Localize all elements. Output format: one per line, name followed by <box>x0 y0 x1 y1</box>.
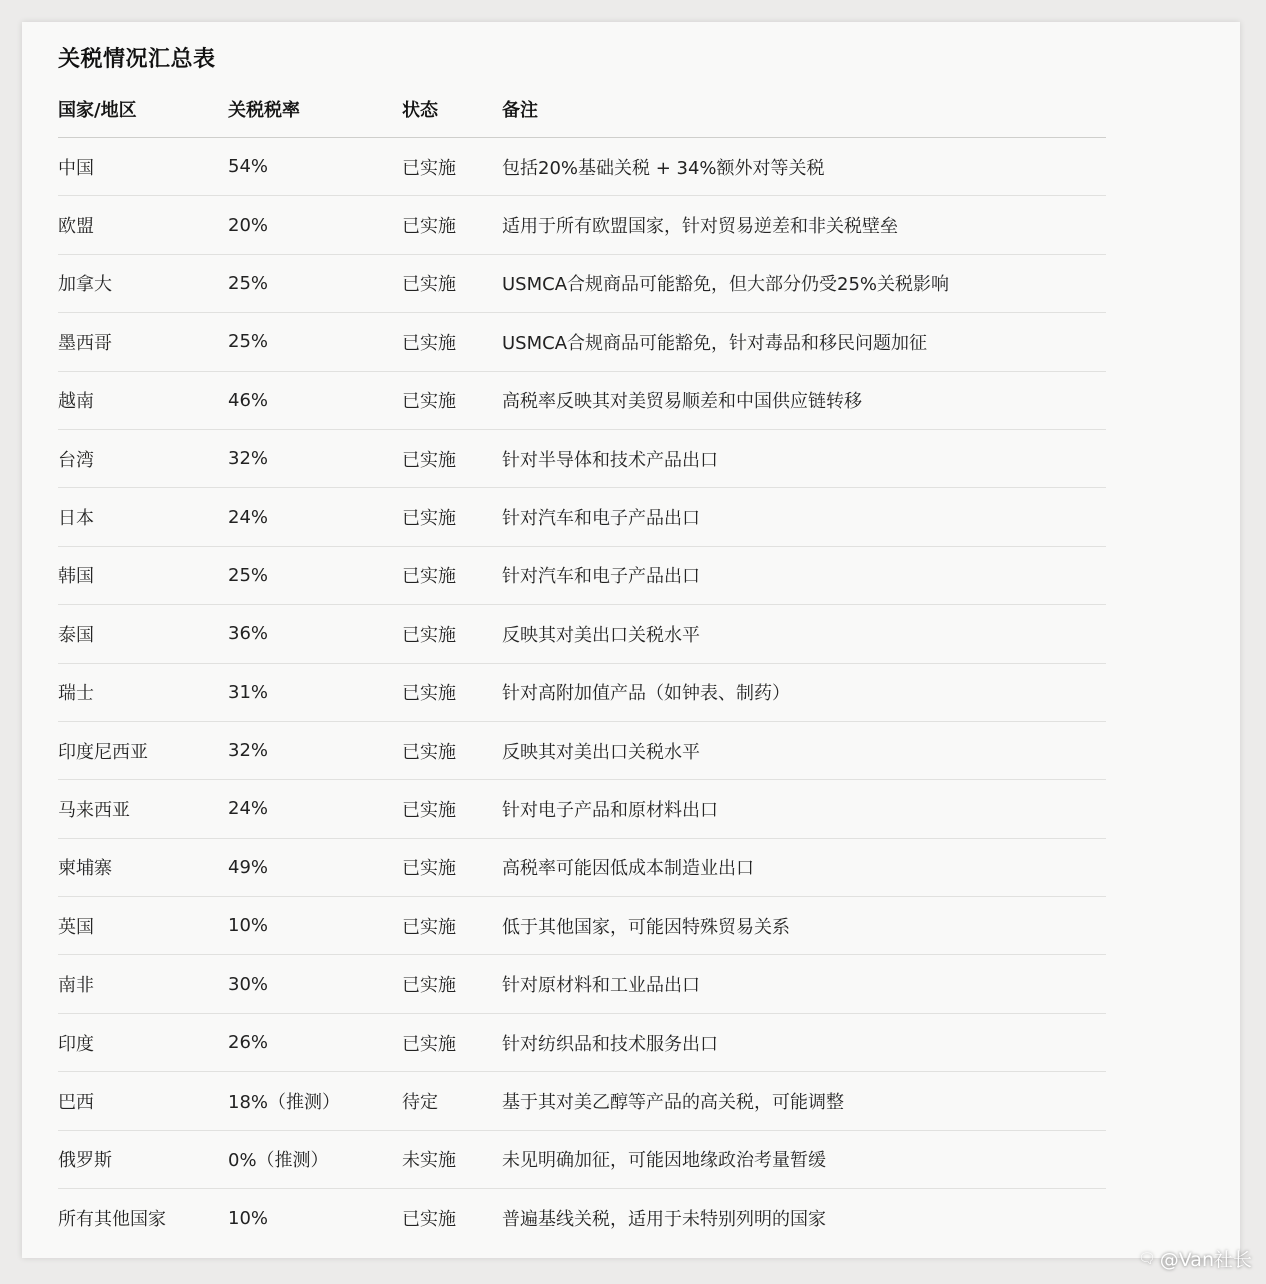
header-rate: 关税税率 <box>228 100 300 121</box>
cell-note: 反映其对美出口关税水平 <box>502 624 700 646</box>
cell-rate: 49% <box>228 856 269 878</box>
cell-country: 印度尼西亚 <box>58 741 148 763</box>
cell-status: 已实施 <box>402 741 456 763</box>
cell-note: 未见明确加征，可能因地缘政治考量暂缓 <box>502 1150 826 1172</box>
cell-status: 已实施 <box>402 449 456 471</box>
watermark <box>1138 1245 1252 1272</box>
cell-rate: 18%（推测） <box>228 1091 341 1113</box>
cell-note: 针对纺织品和技术服务出口 <box>502 1033 718 1055</box>
cell-status: 已实施 <box>402 1209 456 1231</box>
table-row <box>58 664 1106 722</box>
cell-rate: 24% <box>228 798 269 820</box>
cell-status: 已实施 <box>402 858 456 880</box>
cell-note: 高税率反映其对美贸易顺差和中国供应链转移 <box>502 391 862 413</box>
cell-rate: 26% <box>228 1032 269 1054</box>
cell-note: 针对高附加值产品（如钟表、制药） <box>502 683 790 705</box>
cell-country: 英国 <box>58 916 94 938</box>
cell-status: 未实施 <box>402 1150 456 1172</box>
cell-country: 韩国 <box>58 566 94 588</box>
cell-status: 已实施 <box>402 274 456 296</box>
table-row <box>58 313 1106 371</box>
cell-status: 已实施 <box>402 566 456 588</box>
cell-status: 已实施 <box>402 508 456 530</box>
cell-status: 已实施 <box>402 1033 456 1055</box>
table-row <box>58 138 1106 196</box>
table-row <box>58 547 1106 605</box>
table-row <box>58 780 1106 838</box>
header-status: 状态 <box>402 100 438 121</box>
cell-rate: 32% <box>228 448 269 470</box>
table-header-row <box>58 86 1106 138</box>
cell-status: 已实施 <box>402 332 456 354</box>
table-row <box>58 430 1106 488</box>
table-row <box>58 605 1106 663</box>
cell-rate: 10% <box>228 1207 269 1229</box>
cell-note: 针对汽车和电子产品出口 <box>502 566 700 588</box>
cell-rate: 36% <box>228 623 269 645</box>
cell-note: 针对原材料和工业品出口 <box>502 975 700 997</box>
table-row <box>58 1072 1106 1130</box>
table-row <box>58 722 1106 780</box>
table-row <box>58 255 1106 313</box>
cell-note: 针对汽车和电子产品出口 <box>502 508 700 530</box>
cell-country: 所有其他国家 <box>58 1209 166 1231</box>
cell-country: 俄罗斯 <box>58 1150 112 1172</box>
cell-status: 已实施 <box>402 799 456 821</box>
cell-status: 已实施 <box>402 683 456 705</box>
cell-note: 包括20%基础关税 + 34%额外对等关税 <box>502 157 825 179</box>
cell-note: 普遍基线关税，适用于未特别列明的国家 <box>502 1209 826 1231</box>
table-row <box>58 1131 1106 1189</box>
table-row <box>58 897 1106 955</box>
cell-country: 加拿大 <box>58 274 112 296</box>
table-row <box>58 196 1106 254</box>
page-title: 关税情况汇总表 <box>58 47 216 72</box>
table-row <box>58 1014 1106 1072</box>
cell-note: 适用于所有欧盟国家，针对贸易逆差和非关税壁垒 <box>502 216 898 238</box>
cell-status: 已实施 <box>402 157 456 179</box>
cell-rate: 25% <box>228 564 269 586</box>
cell-note: USMCA合规商品可能豁免，针对毒品和移民问题加征 <box>502 332 928 354</box>
cell-note: 针对半导体和技术产品出口 <box>502 449 718 471</box>
cell-rate: 0%（推测） <box>228 1150 329 1172</box>
table-row <box>58 955 1106 1013</box>
cell-country: 欧盟 <box>58 216 94 238</box>
cell-rate: 54% <box>228 156 269 178</box>
cell-rate: 20% <box>228 214 269 236</box>
cell-status: 已实施 <box>402 216 456 238</box>
cell-country: 瑞士 <box>58 683 94 705</box>
table-row <box>58 372 1106 430</box>
cell-note: 反映其对美出口关税水平 <box>502 741 700 763</box>
cell-note: 基于其对美乙醇等产品的高关税，可能调整 <box>502 1091 844 1113</box>
cell-country: 泰国 <box>58 624 94 646</box>
wechat-icon: 🗨 <box>1138 1250 1156 1267</box>
cell-note: 低于其他国家，可能因特殊贸易关系 <box>502 916 790 938</box>
cell-country: 台湾 <box>58 449 94 471</box>
cell-rate: 31% <box>228 681 269 703</box>
tariff-table <box>58 86 1106 1247</box>
cell-rate: 24% <box>228 506 269 528</box>
cell-status: 待定 <box>402 1091 438 1113</box>
cell-country: 中国 <box>58 157 94 179</box>
cell-rate: 25% <box>228 272 269 294</box>
cell-rate: 32% <box>228 740 269 762</box>
header-note: 备注 <box>502 100 538 121</box>
cell-rate: 46% <box>228 389 269 411</box>
cell-note: 针对电子产品和原材料出口 <box>502 799 718 821</box>
watermark-text: @Van社长 <box>1159 1249 1252 1271</box>
document-card <box>22 22 1240 1258</box>
cell-country: 日本 <box>58 508 94 530</box>
cell-country: 马来西亚 <box>58 799 130 821</box>
table-row <box>58 839 1106 897</box>
cell-rate: 30% <box>228 973 269 995</box>
cell-status: 已实施 <box>402 916 456 938</box>
cell-country: 墨西哥 <box>58 332 112 354</box>
cell-country: 柬埔寨 <box>58 858 112 880</box>
cell-status: 已实施 <box>402 975 456 997</box>
cell-note: USMCA合规商品可能豁免，但大部分仍受25%关税影响 <box>502 274 950 296</box>
cell-note: 高税率可能因低成本制造业出口 <box>502 858 754 880</box>
cell-rate: 10% <box>228 915 269 937</box>
cell-status: 已实施 <box>402 624 456 646</box>
cell-country: 巴西 <box>58 1091 94 1113</box>
cell-country: 越南 <box>58 391 94 413</box>
cell-country: 南非 <box>58 975 94 997</box>
header-country: 国家/地区 <box>58 100 137 121</box>
cell-status: 已实施 <box>402 391 456 413</box>
table-row <box>58 1189 1106 1247</box>
cell-country: 印度 <box>58 1033 94 1055</box>
table-row <box>58 488 1106 546</box>
cell-rate: 25% <box>228 331 269 353</box>
